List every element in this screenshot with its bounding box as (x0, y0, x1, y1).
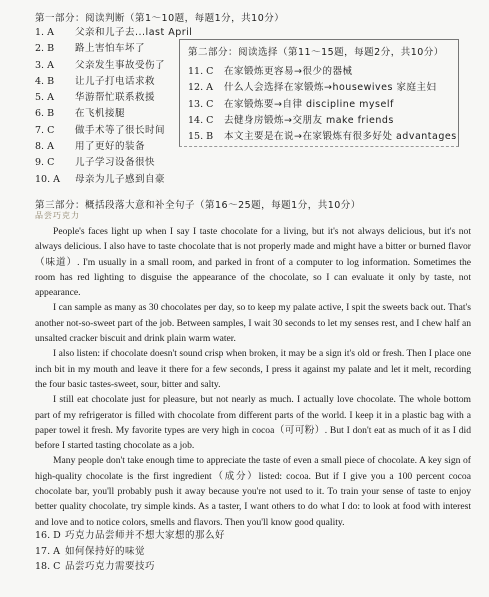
answer-text: 在家锻炼更容易→很少的器械 (224, 66, 353, 77)
answer-text: 路上害怕车坏了 (75, 43, 146, 55)
answer-text: 华游帮忙联系救援 (75, 92, 156, 104)
section2-box (179, 39, 459, 147)
answer-row-13 (188, 97, 458, 113)
answer-text: 在飞机接腿 (75, 108, 126, 120)
answer-row-5 (35, 90, 195, 106)
answer-number: 13. C (188, 98, 214, 110)
section2-answer-list (188, 64, 458, 145)
answer-text: 本文主要是在说→在家锻炼有很多好处 advantages (224, 131, 457, 143)
answer-text: 儿子学习设备很快 (75, 157, 156, 169)
answer-text: 母亲为儿子感到自豪 (75, 173, 166, 185)
answer-number: 15. B (188, 131, 214, 143)
answer-row-10 (35, 172, 195, 188)
answer-row-16 (35, 528, 255, 544)
answer-text: 父亲发生事故受伤了 (75, 59, 166, 71)
answer-number: 4. B (35, 75, 55, 87)
reading-passage (35, 224, 471, 530)
answer-number: 7. C (35, 124, 55, 136)
answer-text: 让儿子打电话求救 (75, 75, 156, 87)
answer-row-8 (35, 139, 195, 155)
answer-number: 16. D (35, 530, 61, 541)
answer-text: 在家锻炼要→自律 discipline myself (224, 98, 394, 110)
answer-number: 9. C (35, 157, 55, 169)
answer-number: 14. C (188, 114, 214, 126)
passage-paragraph-5: Many people don't take enough time to appreciate the taste of even a small piece of chocolate. A key sign of high-quality chocolate is the first ingredient（成分）listed: cocoa. But if I give you a 100 percent cocoa chocolate bar, you'll probably push it away because you're not used to it. To train your sense of taste to enjoy better quality chocolate, try simple kinds. As a taster, I want others to do what I do: to look at food with interest and love and to notice colors, smells and flavors. Then you'll know good quality. (35, 455, 471, 528)
answer-text: 用了更好的装备 (75, 141, 146, 153)
section3-answer-list (35, 528, 255, 575)
passage-paragraph-3: I also listen: if chocolate doesn't sound crisp when broken, it may be a sign it's old or fresh. Then I place one inch bit in my mouth and leave it there for a few seconds, I press it against my palate and let it melt, recording the four basic tastes-sweet, sour, bitter and salty. (35, 348, 471, 390)
answer-row-2 (35, 41, 195, 57)
answer-text: 做手术等了很长时间 (75, 124, 166, 136)
answer-row-1 (35, 25, 195, 41)
answer-row-6 (35, 106, 195, 122)
passage-paragraph-4: I still eat chocolate just for pleasure, but not nearly as much. I actually love chocolate. The whole bottom part of my refrigerator is filled with chocolate from different parts of the world. I keep it in a plastic bag with a paper towel it fresh. My favorite types are very high in cocoa（可可粉）. But I don't eat as much of it as I did before I started tasting chocolate as a job. (35, 394, 471, 452)
answer-number: 5. A (35, 92, 54, 104)
answer-number: 2. B (35, 43, 55, 55)
section2-heading: 第二部分：阅读选择（第11～15题，每题2分，共10分） (188, 47, 444, 58)
answer-row-7 (35, 123, 195, 139)
answer-number: 1. A (35, 27, 54, 38)
answer-text: 什么人会选择在家锻炼→housewives 家庭主妇 (224, 82, 437, 94)
answer-text: 巧克力品尝师并不想大家想的那么好 (65, 530, 226, 541)
answer-number: 11. C (188, 66, 214, 77)
passage-paragraph-2: I can sample as many as 30 chocolates per day, so to keep my palate active, I spit the sweets back out. That's another not-so-sweet part of the job. Between samples, I wait 30 seconds to let my senses rest, and I chew half an unsalted cracker biscuit and drink plain warm water. (35, 302, 471, 345)
passage-paragraph-1: People's faces light up when I say I taste chocolate for a living, but it's not always delicious, but it's not always delicious. I also have to taste chocolate that is not properly made and might have a bitter or burned flavor（味道）. I'm usually in a small room, and parked in front of a computer to log information. Sometimes the room has red lighting to disguise the appearance of the chocolate, so I can evaluate it only by taste, not appearance. (35, 226, 471, 299)
answer-number: 6. B (35, 108, 55, 120)
answer-row-17 (35, 544, 255, 560)
answer-row-3 (35, 58, 195, 74)
answer-row-14 (188, 113, 458, 129)
section1-answer-list (35, 25, 195, 188)
section1-heading: 第一部分：阅读判断（第1～10题，每题1分，共10分） (35, 13, 285, 24)
answer-number: 12. A (188, 82, 213, 94)
handwritten-note: 品尝巧克力 (35, 211, 80, 220)
answer-row-18 (35, 559, 255, 575)
answer-row-12 (188, 80, 458, 96)
answer-number: 3. A (35, 59, 54, 71)
answer-number: 8. A (35, 141, 54, 153)
answer-number: 18. C (35, 561, 61, 572)
answer-row-4 (35, 74, 195, 90)
answer-row-15 (188, 129, 458, 145)
answer-number: 10. A (35, 173, 60, 185)
answer-row-11 (188, 64, 458, 80)
answer-text: 品尝巧克力需要技巧 (65, 561, 156, 572)
section3-heading: 第三部分：概括段落大意和补全句子（第16～25题，每题1分，共10分） (35, 200, 361, 211)
answer-text: 去健身房锻炼→交朋友 make friends (224, 114, 394, 126)
answer-text: 父亲和儿子去...last April (75, 27, 193, 38)
answer-text: 如何保持好的味觉 (65, 545, 146, 557)
answer-number: 17. A (35, 545, 60, 557)
answer-row-9 (35, 155, 195, 171)
